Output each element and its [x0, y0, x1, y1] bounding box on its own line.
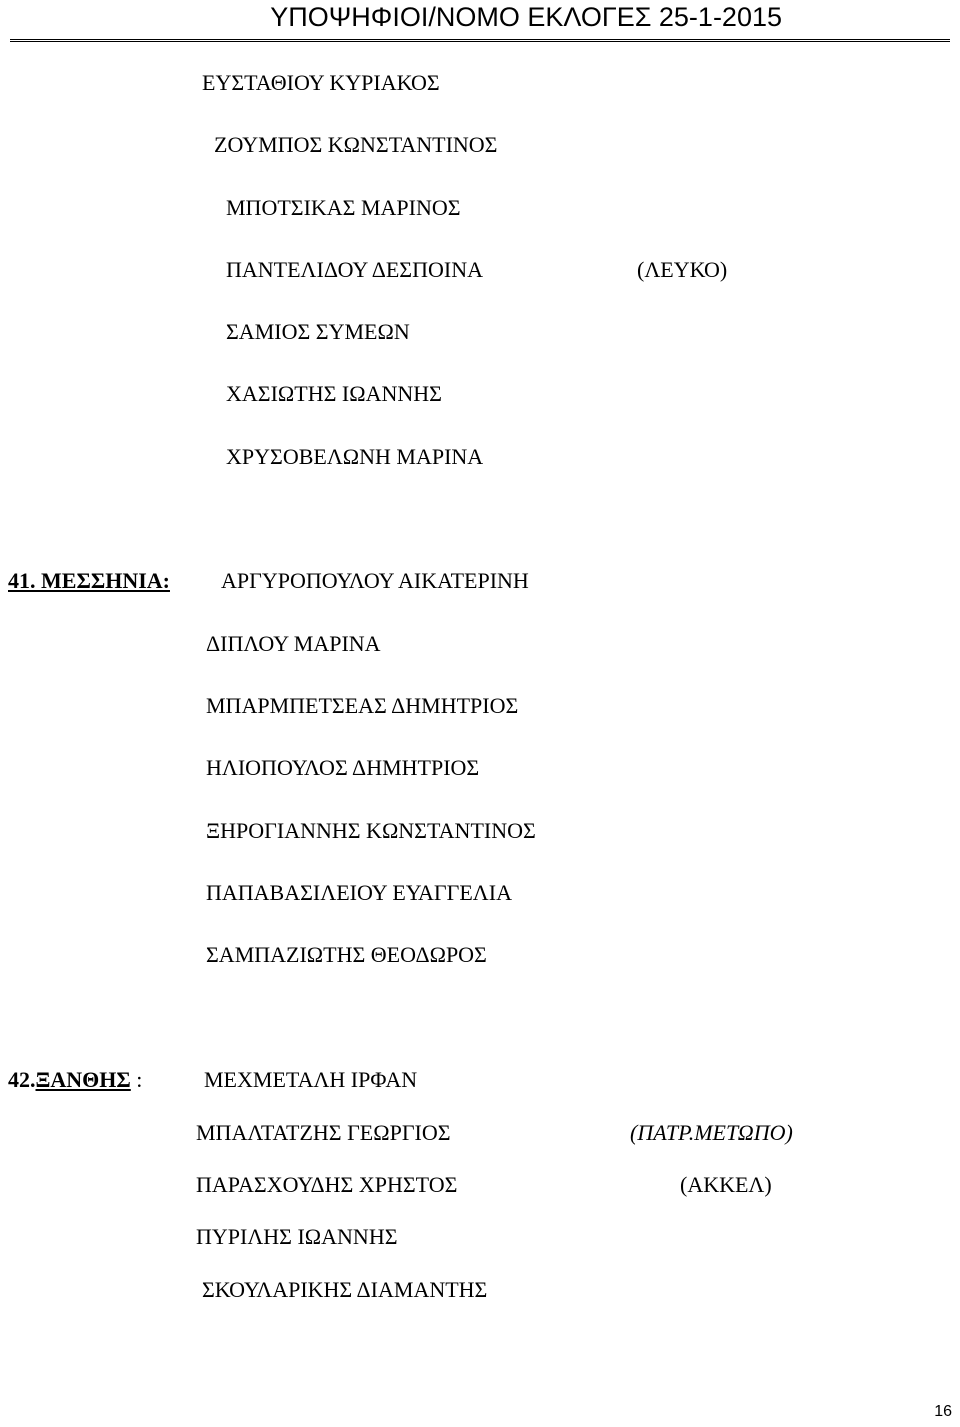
- section-number: 41.: [8, 568, 36, 593]
- list-item: ΜΠΑΛΤΑΤΖΗΣ ΓΕΩΡΓΙΟΣ: [196, 1120, 451, 1145]
- list-item: ΜΠΑΡΜΠΕΤΣΕΑΣ ΔΗΜΗΤΡΙΟΣ: [206, 693, 519, 718]
- section-label: ΜΕΣΣΗΝΙΑ:: [41, 568, 170, 593]
- section-number: 42.: [8, 1067, 36, 1092]
- list-item: ΣΚΟΥΛΑΡΙΚΗΣ ΔΙΑΜΑΝΤΗΣ: [202, 1277, 488, 1302]
- list-item: ΑΡΓΥΡΟΠΟΥΛΟΥ ΑΙΚΑΤΕΡΙΝΗ: [221, 568, 529, 593]
- list-item: ΖΟΥΜΠΟΣ ΚΩΝΣΤΑΝΤΙΝΟΣ: [214, 132, 498, 157]
- list-item: ΔΙΠΛΟΥ ΜΑΡΙΝΑ: [206, 631, 381, 656]
- list-item: ΠΑΝΤΕΛΙΔΟΥ ΔΕΣΠΟΙΝΑ: [226, 257, 483, 282]
- section-heading-xanthi: [8, 1067, 142, 1093]
- section-colon: :: [130, 1067, 143, 1092]
- list-item: ΧΡΥΣΟΒΕΛΩΝΗ ΜΑΡΙΝΑ: [226, 444, 484, 469]
- list-item: ΧΑΣΙΩΤΗΣ ΙΩΑΝΝΗΣ: [226, 381, 442, 406]
- page-header-title: ΥΠΟΨΗΦΙΟΙ/ΝΟΜΟ ΕΚΛΟΓΕΣ 25-1-2015: [270, 2, 782, 32]
- list-item: ΞΗΡΟΓΙΑΝΝΗΣ ΚΩΝΣΤΑΝΤΙΝΟΣ: [206, 818, 536, 843]
- party-note-akkel: (ΑΚΚΕΛ): [680, 1172, 772, 1197]
- party-note-patr-metopo: (ΠΑΤΡ.ΜΕΤΩΠΟ): [630, 1120, 793, 1145]
- list-item: ΠΑΠΑΒΑΣΙΛΕΙΟΥ ΕΥΑΓΓΕΛΙΑ: [206, 880, 512, 905]
- list-item: ΣΑΜΙΟΣ ΣΥΜΕΩΝ: [226, 319, 410, 344]
- section-heading-messinia: [8, 568, 170, 594]
- list-item: ΕΥΣΤΑΘΙΟΥ ΚΥΡΙΑΚΟΣ: [202, 70, 440, 95]
- list-item: ΠΑΡΑΣΧΟΥΔΗΣ ΧΡΗΣΤΟΣ: [196, 1172, 458, 1197]
- list-item: ΗΛΙΟΠΟΥΛΟΣ ΔΗΜΗΤΡΙΟΣ: [206, 755, 480, 780]
- section-label: ΞΑΝΘΗΣ: [35, 1067, 131, 1092]
- list-item: ΜΕΧΜΕΤΑΛΗ ΙΡΦΑΝ: [204, 1067, 418, 1092]
- list-item: ΣΑΜΠΑΖΙΩΤΗΣ ΘΕΟΔΩΡΟΣ: [206, 942, 487, 967]
- header-rule: [10, 39, 950, 42]
- party-note-lefko: (ΛΕΥΚΟ): [637, 257, 728, 282]
- list-item: ΜΠΟΤΣΙΚΑΣ ΜΑΡΙΝΟΣ: [226, 195, 461, 220]
- page-number: 16: [934, 1403, 952, 1420]
- list-item: ΠΥΡΙΛΗΣ ΙΩΑΝΝΗΣ: [196, 1224, 398, 1249]
